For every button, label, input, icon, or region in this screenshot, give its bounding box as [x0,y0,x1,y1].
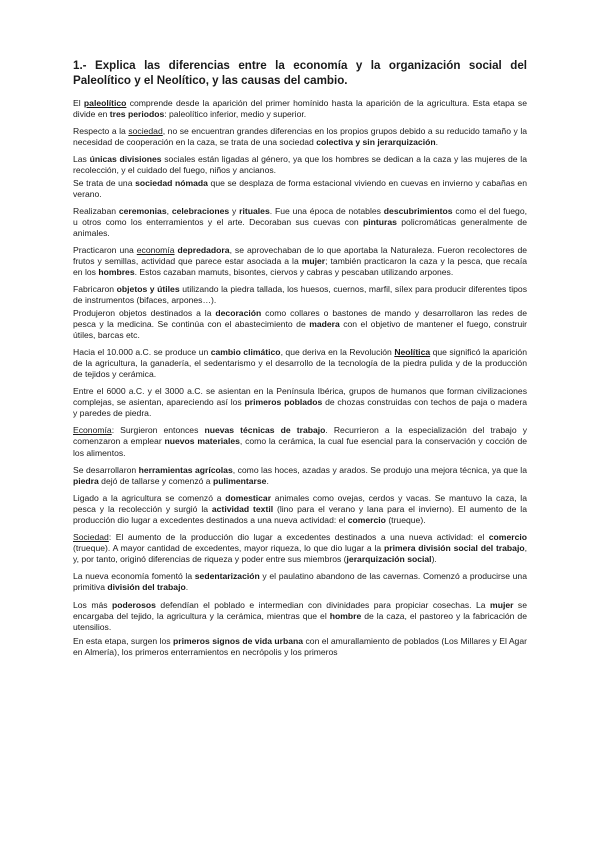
text-run: , y, por tanto, originó diferencias de riqueza y poder entre sus miembros ( [73,543,527,565]
bold-text: nuevos materiales [164,436,240,447]
text-run: , como la cerámica, la cual fue esencial para la conservación y cocción de los alimentos. [73,436,528,458]
bold-text: piedra [73,475,99,486]
text-run: Los más [73,599,113,610]
paragraph [73,465,527,487]
bold-text: mujer [490,599,514,610]
text-run: animales como ovejas, cerdos y vacas. Se mantuvo la caza, la pesca y la recolección y surgió la [73,492,527,514]
bold-text: pinturas [363,216,397,227]
bold-text: herramientas agrícolas [138,464,233,475]
bold-text: únicas divisiones [89,154,162,165]
bold-text: paleolítico [83,98,127,108]
bold-text: primera división social del trabajo [383,543,525,554]
paragraph [73,98,527,120]
bold-text: celebraciones [171,205,230,216]
document-content [73,58,527,664]
bold-text: primeros signos de vida urbana [173,635,304,646]
paragraph [73,347,527,380]
text-run: . Fue una época de notables [269,205,384,216]
paragraph [73,636,527,658]
paragraph [73,245,527,278]
bold-text: depredadora [177,245,230,256]
bold-text: descubrimientos [383,205,453,216]
text-run: Respecto a la [73,126,129,137]
text-run: (trueque). [385,515,426,525]
bold-text: comercio [488,532,527,543]
text-run: En esta etapa, surgen los [73,635,174,646]
text-run: : El aumento de la producción dio lugar a excedentes destinados a una nueva actividad: el [108,532,489,543]
text-run: (trueque). A mayor cantidad de excedentes, mayor riqueza, lo que dio lugar a la [73,543,384,554]
text-run: policromáticas generalmente de animales. [73,216,527,238]
text-run: . [185,582,189,593]
bold-text: decoración [215,307,262,318]
text-run: , como las hoces, azadas y arados. Se produjo una mejora técnica, ya que la [232,464,527,475]
text-run: que se desplaza de forma estacional viviendo en cuevas en invierno y cabañas en verano. [73,177,527,199]
text-run: ; también practicaron la caza y la pesca, que recaía en los [73,256,527,278]
paragraph [73,425,527,458]
text-run: Ligado a la agricultura se comenzó a [73,492,226,503]
text-run: , [166,205,172,216]
bold-text: cambio climático [210,346,281,357]
paragraph [73,206,527,239]
paragraph [73,154,527,176]
bold-text: rituales [239,205,270,216]
text-run: (lino para el verano y lana para el invierno). El aumento de la producción dio lugar a excedentes destinados a una nueva actividad: el [73,503,527,525]
text-run: Las [73,154,90,165]
paragraph [73,284,527,306]
text-run: Se trata de una [73,177,136,188]
text-run: con el objetivo de mantener el fuego, construir útiles, barcas etc. [73,318,527,340]
paragraph [73,126,527,148]
text-run: Se desarrollaron [73,464,139,475]
paragraph [73,600,527,633]
paragraph [73,308,527,341]
text-run: con el amurallamiento de poblados (Los Millares y El Agar en Almería), los primeros enterramientos en necrópolis y los primeros [73,635,527,657]
bold-text: jerarquización social [346,554,432,565]
text-run: de la caza, el pastoreo y la fabricación de utensilios. [73,610,527,632]
bold-text: actividad textil [211,503,274,514]
text-run: : Surgieron entonces [111,425,205,436]
text-run: El [73,98,84,108]
bold-text: pulimentarse [212,475,267,486]
bold-text: comercio [347,515,386,525]
text-run: . [266,475,269,486]
text-run: , que deriva en la Revolución [280,346,395,357]
bold-text: Neolítica [394,346,431,357]
text-run: sociales están ligadas al género, ya que los hombres se dedican a la caza y las mujeres de la recolección, y el cuidado del fuego, niños y ancianos. [73,154,527,176]
text-run: , no se encuentran grandes diferencias en los propios grupos debido a su reducido tamaño y la necesidad de cooperación en la caza, se trata de una sociedad [73,126,528,148]
underlined-text: Sociedad [73,532,109,543]
paragraph [73,571,527,593]
bold-text: sedentarización [194,571,260,582]
bold-text: colectiva y sin jerarquización [316,137,436,148]
bold-text: madera [309,318,340,329]
text-run: . [435,137,438,148]
paragraph [73,532,527,565]
bold-text: objetos y útiles [116,284,180,295]
text-run: como collares o bastones de mando y desarrollaron las redes de pesca y la medicina. Se continúa con el abastecimiento de [73,307,527,329]
bold-text: sociedad nómada [135,177,208,188]
bold-text: hombres [98,267,135,278]
bold-text: domesticar [225,492,272,503]
text-run: , se aprovechaban de lo que aportaba la Naturaleza. Fueron recolectores de frutos y semillas, actividad que parece estar asociada a la [73,245,527,267]
bold-text: nuevas técnicas de trabajo [204,425,326,436]
text-run: utilizando la piedra tallada, los huesos, cuernos, marfil, sílex para producir diferentes tipos de instrumentos (bifaces, arpones…). [73,284,528,306]
underlined-text: Economía [73,425,112,436]
bold-text: ceremonias [118,205,167,216]
text-run: : paleolítico inferior, medio y superior. [164,109,307,120]
text-run: . Estos cazaban mamuts, bisontes, ciervos y cabras y pescaban utilizando arpones. [134,267,454,278]
text-run: y [229,205,240,216]
bold-text: primeros poblados [244,397,323,408]
paragraph [73,386,527,419]
bold-text: hombre [329,610,362,621]
question-title: 1.- Explica las diferencias entre la economía y la organización social del Paleolítico y el Neolítico, y las causas del cambio. [73,59,527,87]
bold-text: mujer [301,256,326,267]
text-run: que significó la aparición de la agricultura, la ganadería, el sedentarismo y el desarrollo de la tecnología de la piedra pulida y de la producción de tejidos y cerámica. [73,346,527,379]
text-run: . Recurrieron a la especialización del trabajo y comenzaron a emplear [73,425,527,447]
text-run: La nueva economía fomentó la [73,571,195,582]
bold-text: división del trabajo [107,582,186,593]
paragraph [73,493,527,526]
text-run: defendían el poblado e intermedian con divinidades para propiciar cosechas. La [155,599,491,610]
text-run: comprende desde la aparición del primer homínido hasta la aparición de la agricultura. Esta etapa se divide en [73,98,528,120]
bold-text: poderosos [112,599,156,610]
underlined-text: sociedad [128,126,163,137]
text-run: Realizaban [73,205,119,216]
text-run: Produjeron objetos destinados a la [73,307,216,318]
text-run: y el paulatino abandono de las cavernas. Comenzó a producirse una primitiva [73,571,527,593]
text-run: como el del fuego, u otros como los enterramientos y el arte. Decoraban sus cuevas con [73,205,528,227]
underlined-text: economía [136,245,175,256]
text-run: ). [431,554,437,565]
text-run: se encargaba del tejido, la agricultura y la cerámica, mientras que el [73,599,527,621]
paragraph [73,178,527,200]
text-run: de chozas construidas con techos de paja o madera y paredes de piedra. [73,397,527,419]
bold-text: tres periodos [109,109,165,120]
text-run: Practicaron una [73,245,137,256]
text-run: dejó de tallarse y comenzó a [98,475,213,486]
document-body [73,98,527,658]
text-run: Entre el 6000 a.C. y el 3000 a.C. se asientan en la Península Ibérica, grupos de humanos que forman civilizaciones complejas, se asientan, apareciendo así los [73,386,527,408]
text-run: Hacia el 10.000 a.C. se produce un [73,346,211,357]
text-run: Fabricaron [73,284,117,295]
